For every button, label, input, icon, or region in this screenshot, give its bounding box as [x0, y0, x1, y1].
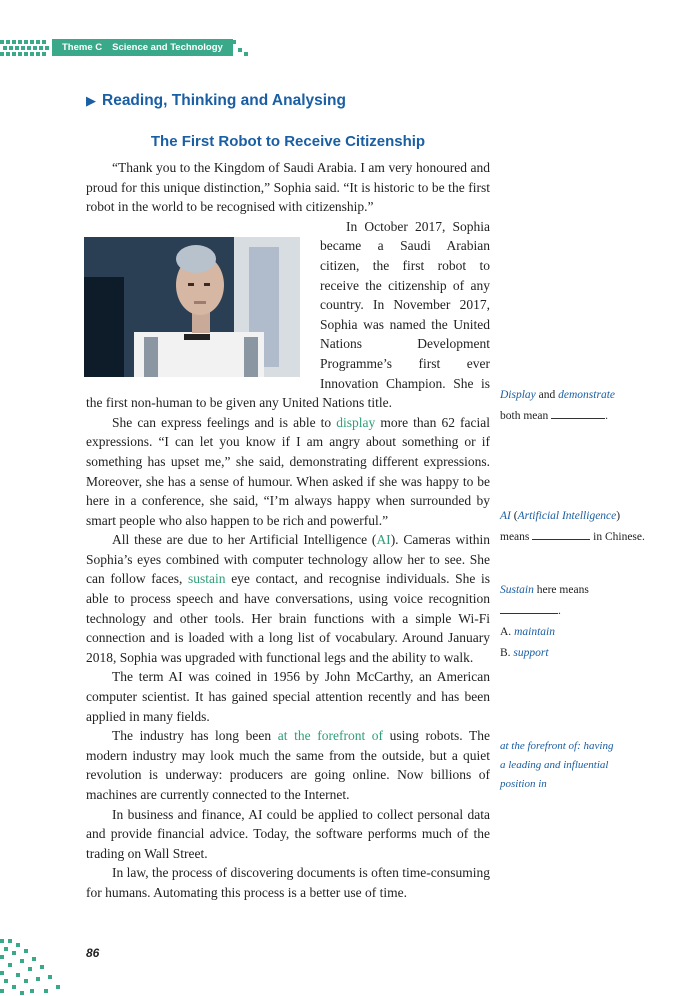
- paragraph: In law, the process of discovering documents is often time-consuming for humans. Automating this process is a better use of time.: [86, 865, 490, 900]
- paragraph: In business and finance, AI could be applied to collect personal data and provide financial advice. Today, the software performs much of the trading on Wall Street.: [86, 806, 490, 861]
- option-a-label: A.: [500, 626, 512, 638]
- play-triangle-icon: ▶: [86, 93, 96, 108]
- paragraph: She can express feelings and is able to display more than 62 facial expressions. “I can let you know if I am angry about something or if something has upset me,” she said, demonstrating different expressions. Moreover, she has a sense of humour. When asked if she was happy to be here in a conference, she said, “I’m always happy when surrounded by smart people who also happen to be rich and powerful.”: [86, 414, 490, 528]
- theme-label: [52, 39, 233, 56]
- vocab-ai: AI: [376, 532, 391, 548]
- theme-name: Theme C: [62, 42, 103, 53]
- option-a-text: maintain: [514, 626, 555, 638]
- option-b-text: support: [513, 647, 549, 659]
- note-display: Display and demonstrate both mean .: [500, 389, 615, 422]
- paragraph: The term AI was coined in 1956 by John McCarthy, an American computer scientist. It has gained special attention recently and has been applied in many fields.: [86, 669, 490, 724]
- article-title: The First Robot to Receive Citizenship: [150, 133, 426, 150]
- vocab-display: display: [336, 414, 376, 430]
- note-ai: AI (Artificial Intelligence) means in Chinese.: [500, 510, 645, 543]
- page-number: 86: [86, 946, 100, 960]
- theme-subject: Science and Technology: [112, 42, 223, 53]
- fill-blank[interactable]: [532, 527, 590, 540]
- sophia-robot-photo: [84, 237, 300, 377]
- fill-blank[interactable]: [500, 601, 558, 614]
- photo-caption: Sophia the robot: [88, 370, 95, 372]
- pixel-pattern-bottom: [0, 935, 80, 996]
- section-heading-text: Reading, Thinking and Analysing: [102, 92, 346, 109]
- paragraph: Sophia the robot In October 2017, Sophia became a Saudi Arabian citizen, the first robot to receive the citizenship of any country. In November 2017, Sophia was named the United Nations Development Programme’s first ever Innovation Champion. She is the first non-human to be given any United Nations title.: [86, 218, 490, 411]
- paragraph: The industry has long been at the forefront of using robots. The modern industry may look much the same from the outside, but a quiet revolution is underway: producers are going online. Now billions of machines are currently connected to the Internet.: [86, 728, 490, 802]
- note-forefront: at the forefront of: having a leading and influential position in: [500, 740, 614, 790]
- note-sustain: Sustain here means . A. maintain B. support: [500, 584, 589, 659]
- option-b-label: B.: [500, 647, 511, 659]
- vocab-forefront: at the forefront of: [277, 728, 384, 744]
- paragraph: “Thank you to the Kingdom of Saudi Arabia. I am very honoured and proud for this unique distinction,” Sophia said. “It is historic to be the first robot in the world to be recognised with citizenship.”: [86, 160, 490, 215]
- section-heading: [86, 92, 346, 110]
- vocab-sustain: sustain: [188, 571, 226, 587]
- paragraph: All these are due to her Artificial Intelligence (AI). Cameras within Sophia’s eyes combined with computer technology allow her to see. She can follow faces, sustain eye contact, and recognise individuals. She is able to process speech and have conversations, using voice recognition technology and other tools. Her brain functions with a simple Wi-Fi connection and is loaded with a long list of vocabulary. Around January 2018, Sophia was upgraded with functional legs and the ability to walk.: [86, 532, 490, 665]
- fill-blank[interactable]: [551, 406, 605, 419]
- article-body: [86, 158, 490, 903]
